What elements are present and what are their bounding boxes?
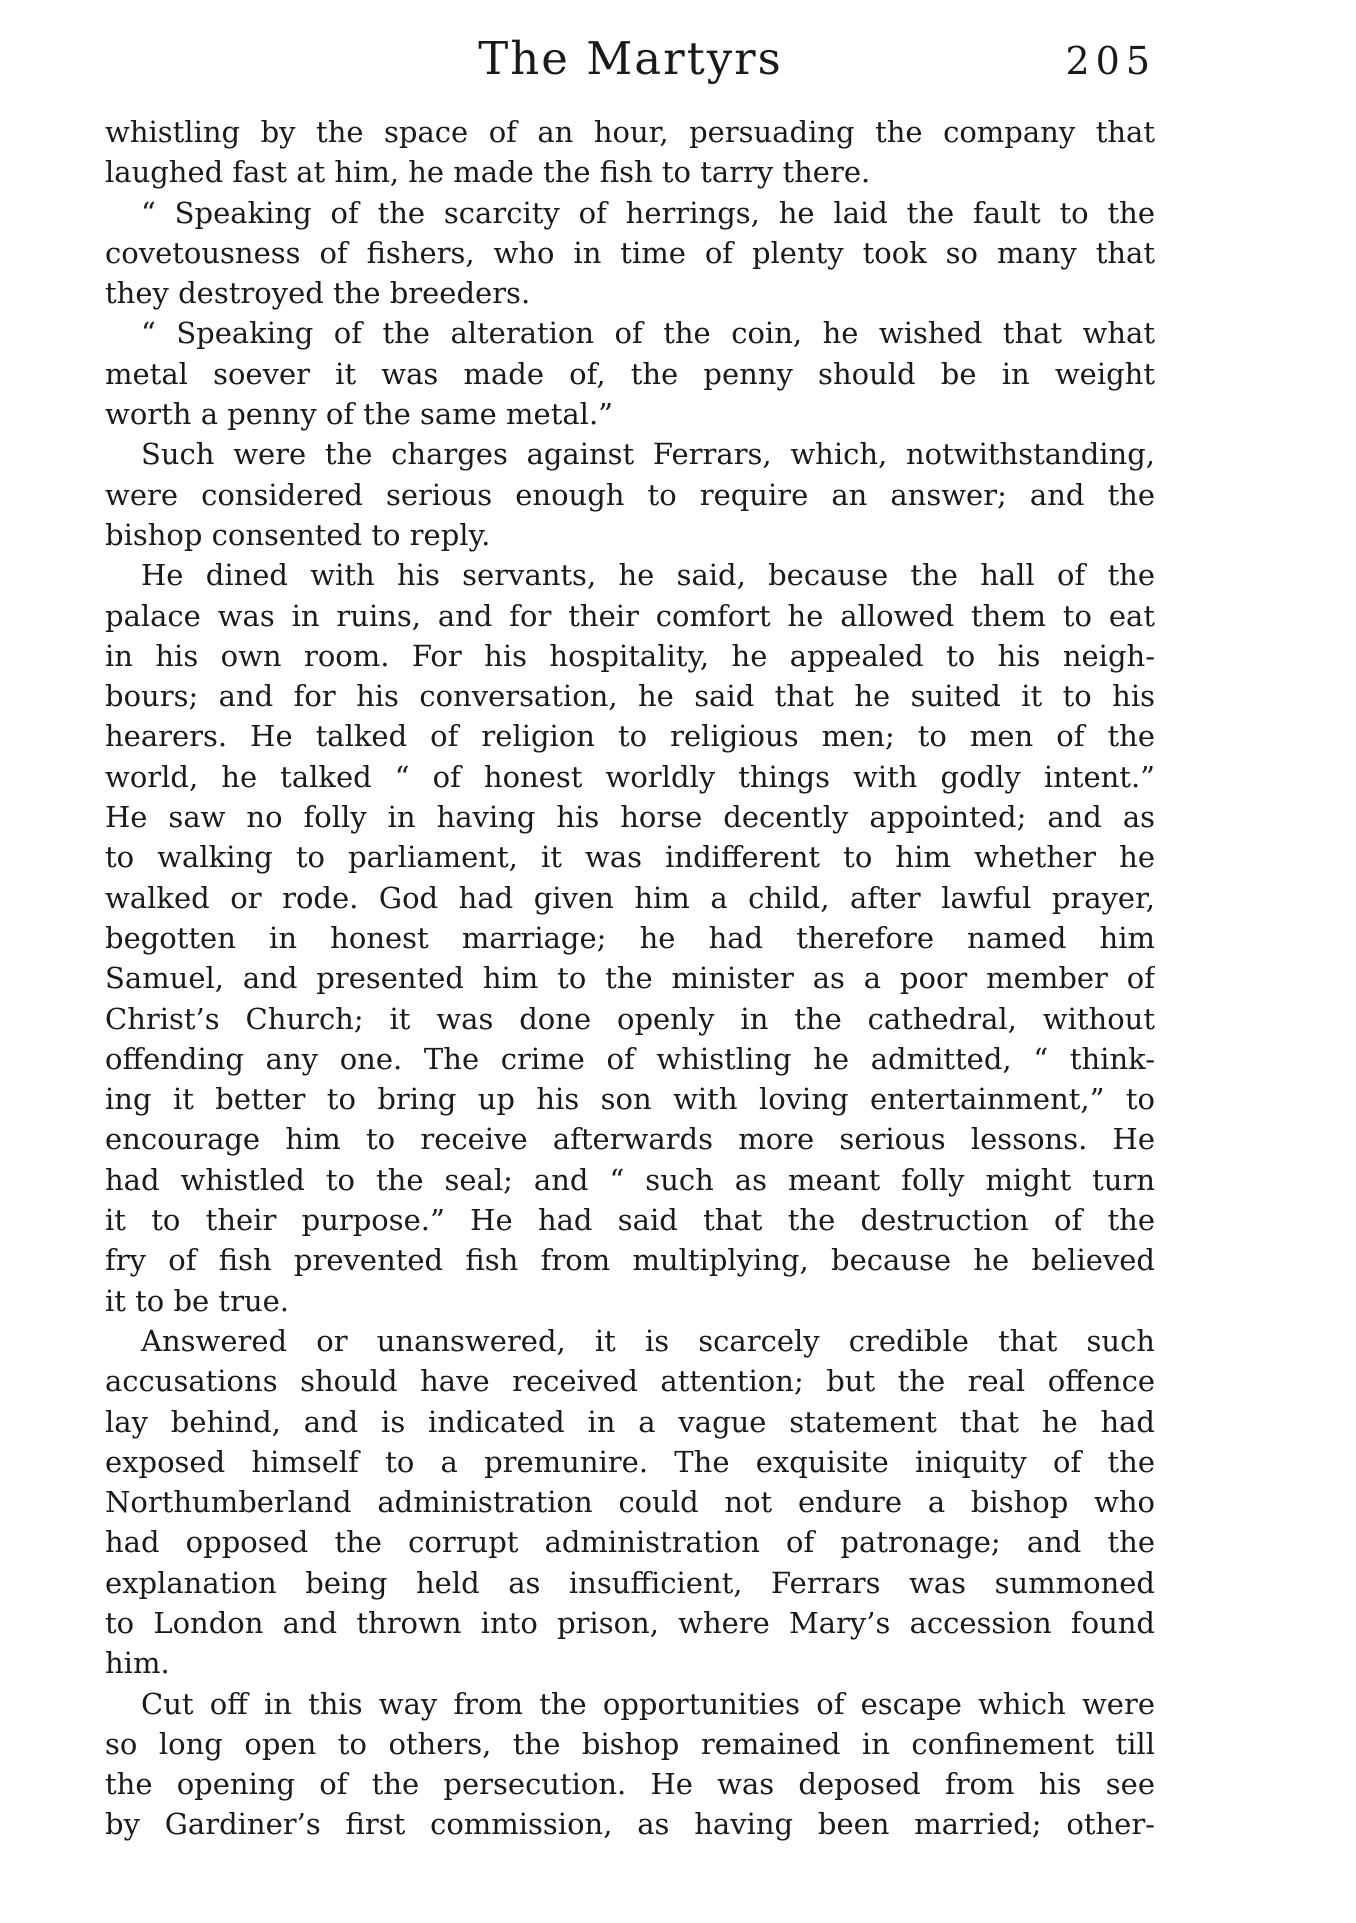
running-head xyxy=(105,34,1156,94)
text-line: metal soever it was made of, the penny should be in weight xyxy=(105,356,1155,391)
text-line: the opening of the persecution. He was deposed from his see xyxy=(105,1767,1155,1802)
body-text xyxy=(105,112,1155,1845)
text-line: world, he talked “ of honest worldly things with godly intent.” xyxy=(105,759,1155,794)
text-line: exposed himself to a premunire. The exquisite iniquity of the xyxy=(105,1444,1155,1479)
text-line: fry of fish prevented fish from multiplying, because he believed xyxy=(105,1243,1155,1278)
page-number: 205 xyxy=(1065,39,1156,83)
text-line: in his own room. For his hospitality, he appealed to his neigh- xyxy=(105,638,1155,673)
text-line: He dined with his servants, he said, because the hall of the xyxy=(141,558,1155,593)
text-line: to walking to parliament, it was indifferent to him whether he xyxy=(105,840,1155,875)
text-line: had whistled to the seal; and “ such as meant folly might turn xyxy=(105,1162,1155,1197)
text-line: “ Speaking of the scarcity of herrings, he laid the fault to the xyxy=(141,195,1155,230)
text-line: it to their purpose.” He had said that the destruction of the xyxy=(105,1203,1155,1238)
text-line: explanation being held as insufficient, Ferrars was summoned xyxy=(105,1565,1155,1600)
text-line: him. xyxy=(105,1646,170,1681)
text-line: walked or rode. God had given him a child, after lawful prayer, xyxy=(105,880,1155,915)
running-title: The Martyrs xyxy=(478,32,783,85)
text-line: covetousness of fishers, who in time of plenty took so many that xyxy=(105,235,1155,270)
text-line: laughed fast at him, he made the fish to tarry there. xyxy=(105,155,871,190)
text-line: Answered or unanswered, it is scarcely credible that such xyxy=(141,1323,1155,1358)
text-line: by Gardiner’s first commission, as having been married; other- xyxy=(105,1807,1155,1842)
text-line: they destroyed the breeders. xyxy=(105,276,531,311)
text-line: offending any one. The crime of whistling he admitted, “ think- xyxy=(105,1041,1155,1076)
text-line: encourage him to receive afterwards more serious lessons. He xyxy=(105,1122,1155,1157)
text-line: accusations should have received attention; but the real offence xyxy=(105,1364,1155,1399)
text-line: “ Speaking of the alteration of the coin, he wished that what xyxy=(141,316,1155,351)
text-line: were considered serious enough to require an answer; and the xyxy=(105,477,1155,512)
text-line: He saw no folly in having his horse decently appointed; and as xyxy=(105,800,1155,835)
text-line: Northumberland administration could not endure a bishop who xyxy=(105,1485,1155,1520)
text-line: Such were the charges against Ferrars, which, notwithstanding, xyxy=(141,437,1155,472)
text-line: bours; and for his conversation, he said that he suited it to his xyxy=(105,679,1155,714)
text-line: hearers. He talked of religion to religious men; to men of the xyxy=(105,719,1155,754)
text-line: begotten in honest marriage; he had therefore named him xyxy=(105,920,1155,955)
text-line: to London and thrown into prison, where Mary’s accession found xyxy=(105,1605,1155,1640)
text-line: Samuel, and presented him to the minister as a poor member of xyxy=(105,961,1155,996)
text-line: whistling by the space of an hour, persuading the company that xyxy=(105,115,1155,149)
text-line: Christ’s Church; it was done openly in the cathedral, without xyxy=(105,1001,1155,1036)
text-line: bishop consented to reply. xyxy=(105,517,491,552)
text-line: ing it better to bring up his son with loving entertainment,” to xyxy=(105,1082,1155,1117)
text-line: Cut off in this way from the opportunities of escape which were xyxy=(141,1686,1155,1721)
text-line: palace was in ruins, and for their comfort he allowed them to eat xyxy=(105,598,1155,633)
text-line: lay behind, and is indicated in a vague statement that he had xyxy=(105,1404,1155,1439)
text-line: so long open to others, the bishop remained in confinement till xyxy=(105,1726,1155,1761)
text-line: had opposed the corrupt administration of patronage; and the xyxy=(105,1525,1155,1560)
text-line: it to be true. xyxy=(105,1283,289,1318)
text-line: worth a penny of the same metal.” xyxy=(105,397,613,432)
